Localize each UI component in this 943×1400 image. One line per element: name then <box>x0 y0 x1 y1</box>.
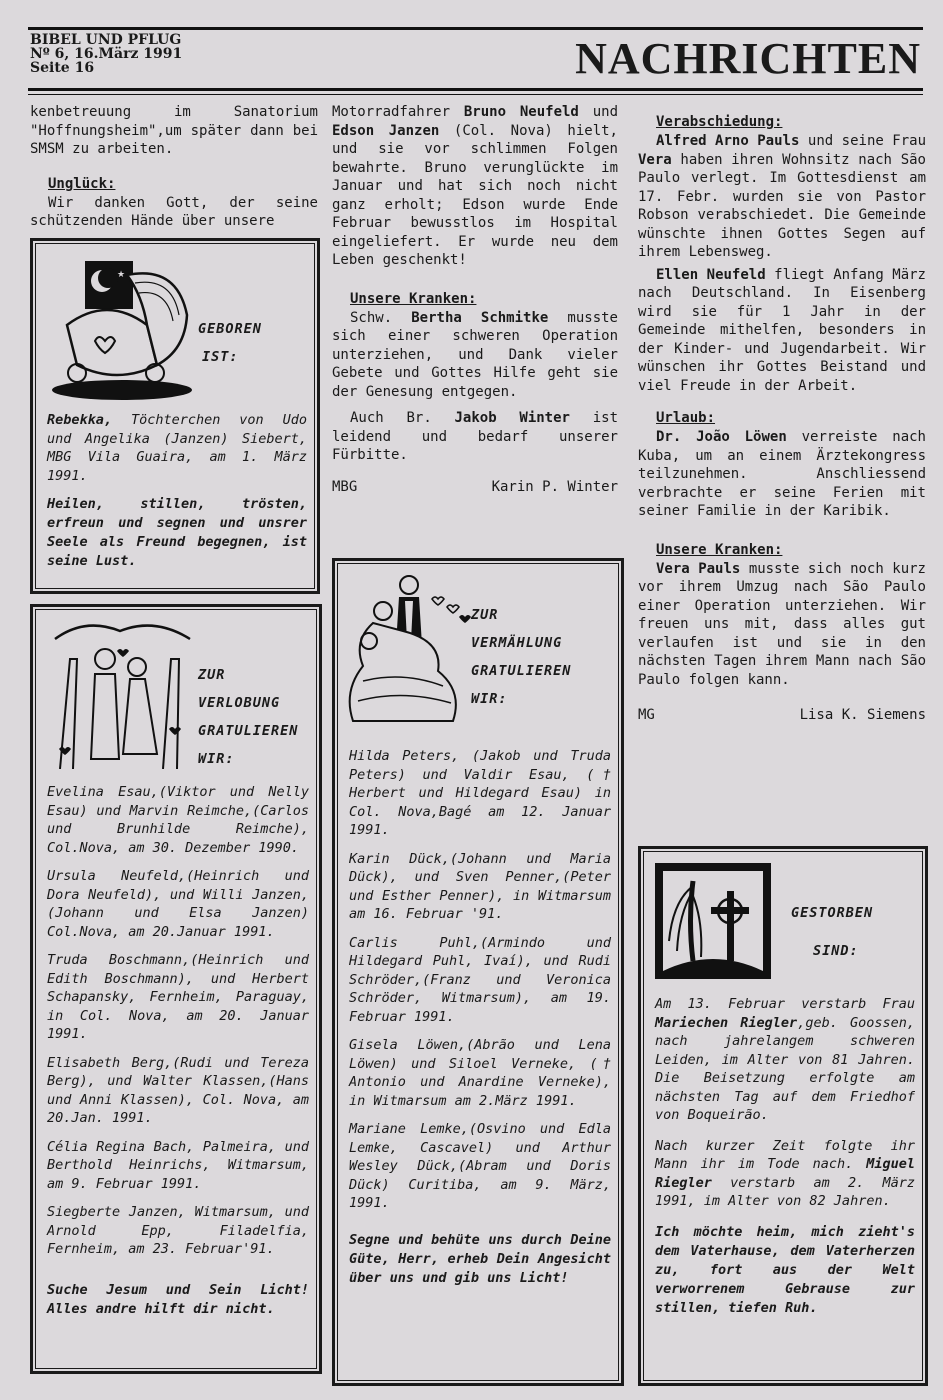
wedding-box <box>332 558 624 1386</box>
top-rule <box>28 27 923 30</box>
wedding-couple-icon <box>343 571 483 731</box>
column-3 <box>638 103 926 723</box>
signature-3: MG Lisa K. Siemens <box>638 707 926 723</box>
engagement-label-line3: GRATULIEREN <box>198 723 299 739</box>
cradle-icon <box>47 255 197 405</box>
header-rule <box>28 88 923 91</box>
masthead-page: Seite 16 <box>30 60 95 76</box>
header-rule-thin <box>28 94 923 95</box>
wedding-entry: Karin Dück,(Johann und Maria Dück), und Sven Penner,(Peter und Esther Penner), in Witmarsum am 16. Februar '91. <box>349 850 611 922</box>
farewell-heading: Verabschiedung: <box>656 114 783 130</box>
wedding-entry: Gisela Löwen,(Abrão und Lena Löwen) und Siloel Verneke, († Antonio und Anardine Verneke), in Witmarsum am 2.März 1991. <box>349 1037 611 1109</box>
birth-label-line1: GEBOREN <box>198 321 262 337</box>
obituary-text <box>655 995 915 1318</box>
engagement-label-line4: WIR: <box>198 751 235 767</box>
engagement-verse: Suche Jesum und Sein Licht! Alles andre hilft dir nicht. <box>47 1281 309 1317</box>
obituary-paragraph-2: Nach kurzer Zeit folgte ihr Mann ihr im Tode nach. Miguel Riegler verstarb am 2. März 1991, im Alter von 82 Jahren. <box>655 1137 915 1209</box>
unglueck-paragraph: Wir danken Gott, der seine schützenden Hände über unsere <box>30 194 318 229</box>
wedding-label-line4: WIR: <box>471 691 508 707</box>
wedding-label-line1: ZUR <box>471 607 499 623</box>
wedding-entry: Mariane Lemke,(Osvino und Edla Lemke, Cascavel) und Arthur Wesley Dück,(Abram und Doris Dück) Curitiba, am 9. März, 1991. <box>349 1121 611 1211</box>
sick-paragraph-1: Schw. Bertha Schmitke musste sich einer schweren Operation unterziehen, und Dank vieler Gebete und Gottes Hilfe geht sie der Genesung entgegen. <box>332 309 618 400</box>
sick-paragraph-2: Auch Br. Jakob Winter ist leidend und bedarf unserer Fürbitte. <box>332 410 618 463</box>
wedding-label-line3: GRATULIEREN <box>471 663 572 679</box>
accident-paragraph: Motorradfahrer Bruno Neufeld und Edson Janzen (Col. Nova) hielt, und sie vor schlimmen Folgen bewahrte. Bruno verunglückte im Januar und hat sich noch nicht ganz erholt; Edson wurde Ende Februar bewusstlos im Hospital eingeliefert. Er wurde neu dem Leben geschenkt! <box>332 104 618 268</box>
obituary-box <box>638 846 928 1386</box>
wedding-label-line2: VERMÄHLUNG <box>471 635 563 651</box>
svg-text:★: ★ <box>117 270 126 280</box>
wedding-entry: Hilda Peters, (Jakob und Truda Peters) und Valdir Esau, († Herbert und Hildegard Esau) in Col. Nova,Bagé am 12. Januar 1991. <box>349 748 611 838</box>
engagement-label <box>198 661 298 773</box>
engagement-entry: Truda Boschmann,(Heinrich und Edith Boschmann), und Herbert Schapansky, Fernheim, Paraguay, in Col. Nova, am 20. Januar 1991. <box>47 952 309 1042</box>
engagement-label-line1: ZUR <box>198 667 226 683</box>
birth-label <box>198 315 262 371</box>
unglueck-heading: Unglück: <box>48 175 116 192</box>
engagement-entry: Siegberte Janzen, Witmarsum, und Arnold Epp, Filadelfia, Fernheim, am 23. Februar'91. <box>47 1204 309 1257</box>
engagement-entry: Evelina Esau,(Viktor und Nelly Esau) und Marvin Reimche,(Carlos und Brunhilde Reimche), Col.Nova, am 30. Dezember 1990. <box>47 784 309 856</box>
vacation-paragraph: Dr. João Löwen verreiste nach Kuba, um an einem Ärztekongress teilzunehmen. Anschliessend verbrachte er seine Ferien mit seiner Familie in der Karibik. <box>638 429 926 519</box>
farewell-paragraph-2: Ellen Neufeld fliegt Anfang März nach Deutschland. In Eisenberg wird sie für 1 Jahr in der Gemeinde mithelfen, besonders in der Kinder- und Jugendarbeit. Wir wünschen ihr Gottes Beistand und viel Freude in der Arbeit. <box>638 266 926 394</box>
masthead <box>30 33 182 75</box>
signature-2: MBG Karin P. Winter <box>332 478 618 495</box>
birth-announcement-box <box>30 238 320 594</box>
sick-heading-2: Unsere Kranken: <box>350 290 477 307</box>
obituary-label <box>791 899 873 965</box>
vacation-heading: Urlaub: <box>656 410 716 426</box>
column-1 <box>30 103 318 231</box>
wedding-label <box>471 601 571 713</box>
wedding-list <box>349 747 611 1288</box>
birth-entry: Rebekka, Töchterchen von Udo und Angelika (Janzen) Siebert, MBG Vila Guaira, am 1. März 1991. <box>47 412 307 484</box>
grave-cross-icon <box>653 861 773 981</box>
birth-text <box>47 411 307 571</box>
engagement-entry: Ursula Neufeld,(Heinrich und Dora Neufeld), und Willi Janzen,(Johann und Elsa Janzen) Col.Nova, am 20.Januar 1991. <box>47 868 309 940</box>
birth-label-line2: IST: <box>202 349 239 365</box>
column-2 <box>332 103 618 495</box>
engaged-couple-icon <box>45 619 195 769</box>
obituary-label-line2: SIND: <box>813 943 859 959</box>
engagement-entry: Célia Regina Bach, Palmeira, und Berthold Heinrichs, Witmarsum, am 9. Februar 1991. <box>47 1138 309 1192</box>
masthead-publication: BIBEL UND PFLUG <box>30 32 182 48</box>
birth-name: Rebekka, <box>47 412 113 428</box>
engagement-label-line2: VERLOBUNG <box>198 695 281 711</box>
obituary-verse: Ich möchte heim, mich zieht's dem Vaterhause, dem Vaterherzen zu, fort aus der Welt verworrenem Gebrause zur stillen, tiefen Ruh. <box>655 1223 915 1316</box>
farewell-paragraph-1: Alfred Arno Pauls und seine Frau Vera haben ihren Wohnsitz nach São Paulo verlegt. Im Gottesdienst am 17. Febr. wurden sie von Pastor Robson verabschiedet. Die Gemeinde wünschte ihnen Gottes Segen auf ihrem Lebensweg. <box>638 133 926 260</box>
page-title: NACHRICHTEN <box>575 34 921 83</box>
sick-paragraph-3: Vera Pauls musste sich noch kurz vor ihrem Umzug nach São Paulo einer Operation unterziehen. Wir freuen uns mit, dass alles gut verlaufen ist und sie in den nächsten Tagen ihrem Mann nach São Paulo folgen kann. <box>638 560 926 688</box>
engagement-list <box>47 783 309 1319</box>
obituary-label-line1: GESTORBEN <box>791 905 874 921</box>
wedding-verse: Segne und behüte uns durch Deine Güte, Herr, erheb Dein Angesicht über uns und gib uns Licht! <box>349 1231 611 1286</box>
masthead-issue: Nº 6, 16.März 1991 <box>30 46 183 62</box>
birth-verse: Heilen, stillen, trösten, erfreun und segnen und unsrer Seele als Freund begegnen, ist seine Lust. <box>47 496 307 569</box>
obituary-paragraph-1: Am 13. Februar verstarb Frau Mariechen Riegler,geb. Goossen, nach jahrelangem schweren Leiden, im Alter von 81 Jahren. Die Beisetzung erfolgte am nächsten Tag auf dem Friedhof von Boqueirão. <box>655 996 915 1123</box>
engagement-entry: Elisabeth Berg,(Rudi und Tereza Berg), und Walter Klassen,(Hans und Anni Klassen), Col. Nova, am 20.Jan. 1991. <box>47 1054 309 1126</box>
engagement-box <box>30 604 322 1374</box>
wedding-entry: Carlis Puhl,(Armindo und Hildegard Puhl, Ivaí), und Rudi Schröder,(Franz und Veronica Schröder, Witmarsum), am 19. Februar 1991. <box>349 934 611 1025</box>
sick-heading-3: Unsere Kranken: <box>656 541 783 558</box>
intro-paragraph: kenbetreuung im Sanatorium "Hoffnungsheim",um später dann bei SMSM zu arbeiten. <box>30 104 318 157</box>
